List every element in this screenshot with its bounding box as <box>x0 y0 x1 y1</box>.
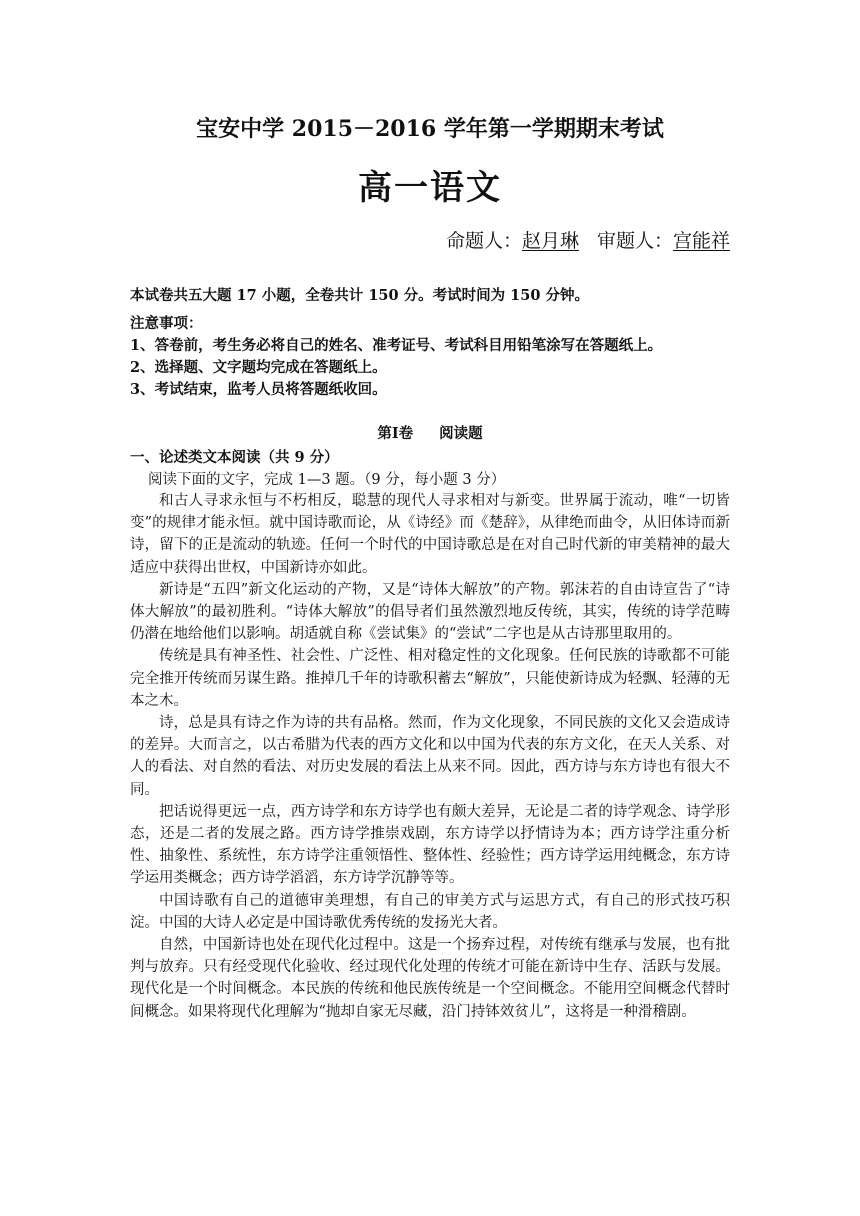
authors-line <box>446 226 730 253</box>
section-title <box>0 422 860 443</box>
passage-paragraph: 自然，中国新诗也处在现代化过程中。这是一个扬弃过程，对传统有继承与发展，也有批判与放弃。只有经受现代化验收、经过现代化处理的传统才可能在新诗中生存、活跃与发展。现代化是一个时间概念。本民族的传统和他民族传统是一个空间概念。不能用空间概念代替时间概念。如果将现代化理解为“抛却自家无尽藏，沿门持钵效贫儿”，这将是一种滑稽剧。 <box>130 937 730 1020</box>
reviewer-label: 审题人： <box>596 230 673 252</box>
passage-paragraph: 把话说得更远一点，西方诗学和东方诗学也有颇大差异，无论是二者的诗学观念、诗学形态，还是二者的发展之路。西方诗学推崇戏剧，东方诗学以抒情诗为本；西方诗学注重分析性、抽象性、系统性，东方诗学注重领悟性、整体性、经验性；西方诗学运用纯概念，东方诗学运用类概念；西方诗学滔滔，东方诗学沉静等等。 <box>130 803 730 887</box>
passage-paragraph: 诗，总是具有诗之作为诗的共有品格。然而，作为文化现象，不同民族的文化又会造成诗的差异。大而言之，以古希腊为代表的西方文化和以中国为代表的东方文化，在天人关系、对人的看法、对自然的看法、对历史发展的看法上从来不同。因此，西方诗与东方诗也有很大不同。 <box>130 715 730 798</box>
notes-heading: 注意事项： <box>130 315 203 332</box>
note-item: 2、选择题、文字题均完成在答题纸上。 <box>130 359 387 376</box>
passage-paragraph: 新诗是“五四”新文化运动的产物，又是“诗体大解放”的产物。郭沫若的自由诗宣告了“诗体大解放”的最初胜利。“诗体大解放”的倡导者们虽然激烈地反传统，其实，传统的诗学范畴仍潜在地给他们以影响。胡适就自称《尝试集》的“尝试”二字也是从古诗那里取用的。 <box>130 581 730 643</box>
passage-paragraph: 中国诗歌有自己的道德审美理想，有自己的审美方式与运思方式，有自己的形式技巧积淀。中国的大诗人必定是中国诗歌优秀传统的发扬光大者。 <box>130 892 730 931</box>
section-volume: 第Ⅰ卷 <box>377 425 414 442</box>
section-name: 阅读题 <box>439 425 483 442</box>
reviewer-name: 宫能祥 <box>672 230 730 252</box>
note-item: 3、考试结束，监考人员将答题纸收回。 <box>130 381 387 398</box>
setter-label: 命题人： <box>445 230 522 252</box>
exam-info: 本试卷共五大题 17 小题，全卷共计 150 分。考试时间为 150 分钟。 <box>130 287 589 304</box>
exam-title: 宝安中学 2015－2016 学年第一学期期末考试 <box>196 116 664 142</box>
note-item: 1、答卷前，考生务必将自己的姓名、准考证号、考试科目用铅笔涂写在答题纸上。 <box>130 337 663 354</box>
reading-passage <box>130 490 730 1023</box>
passage-paragraph: 和古人寻求永恒与不朽相反，聪慧的现代人寻求相对与新变。世界属于流动，唯“一切皆变”的规律才能永恒。就中国诗歌而论，从《诗经》而《楚辞》，从律绝而曲令，从旧体诗而新诗，留下的正是流动的轨迹。任何一个时代的中国诗歌总是在对自己时代新的审美精神的最大适应中获得出世权，中国新诗亦如此。 <box>130 493 730 576</box>
passage-paragraph: 传统是具有神圣性、社会性、广泛性、相对稳定性的文化现象。任何民族的诗歌都不可能完全推开传统而另谋生路。推掉几千年的诗歌积蓄去“解放”，只能使新诗成为轻飘、轻薄的无本之木。 <box>130 648 730 709</box>
setter-name: 赵月琳 <box>521 230 579 252</box>
part-title: 一、论述类文本阅读（共 9 分） <box>130 449 339 466</box>
reading-instruction: 阅读下面的文字，完成 1—3 题。（9 分，每小题 3 分） <box>148 472 506 488</box>
subject-title: 高一语文 <box>358 168 502 208</box>
